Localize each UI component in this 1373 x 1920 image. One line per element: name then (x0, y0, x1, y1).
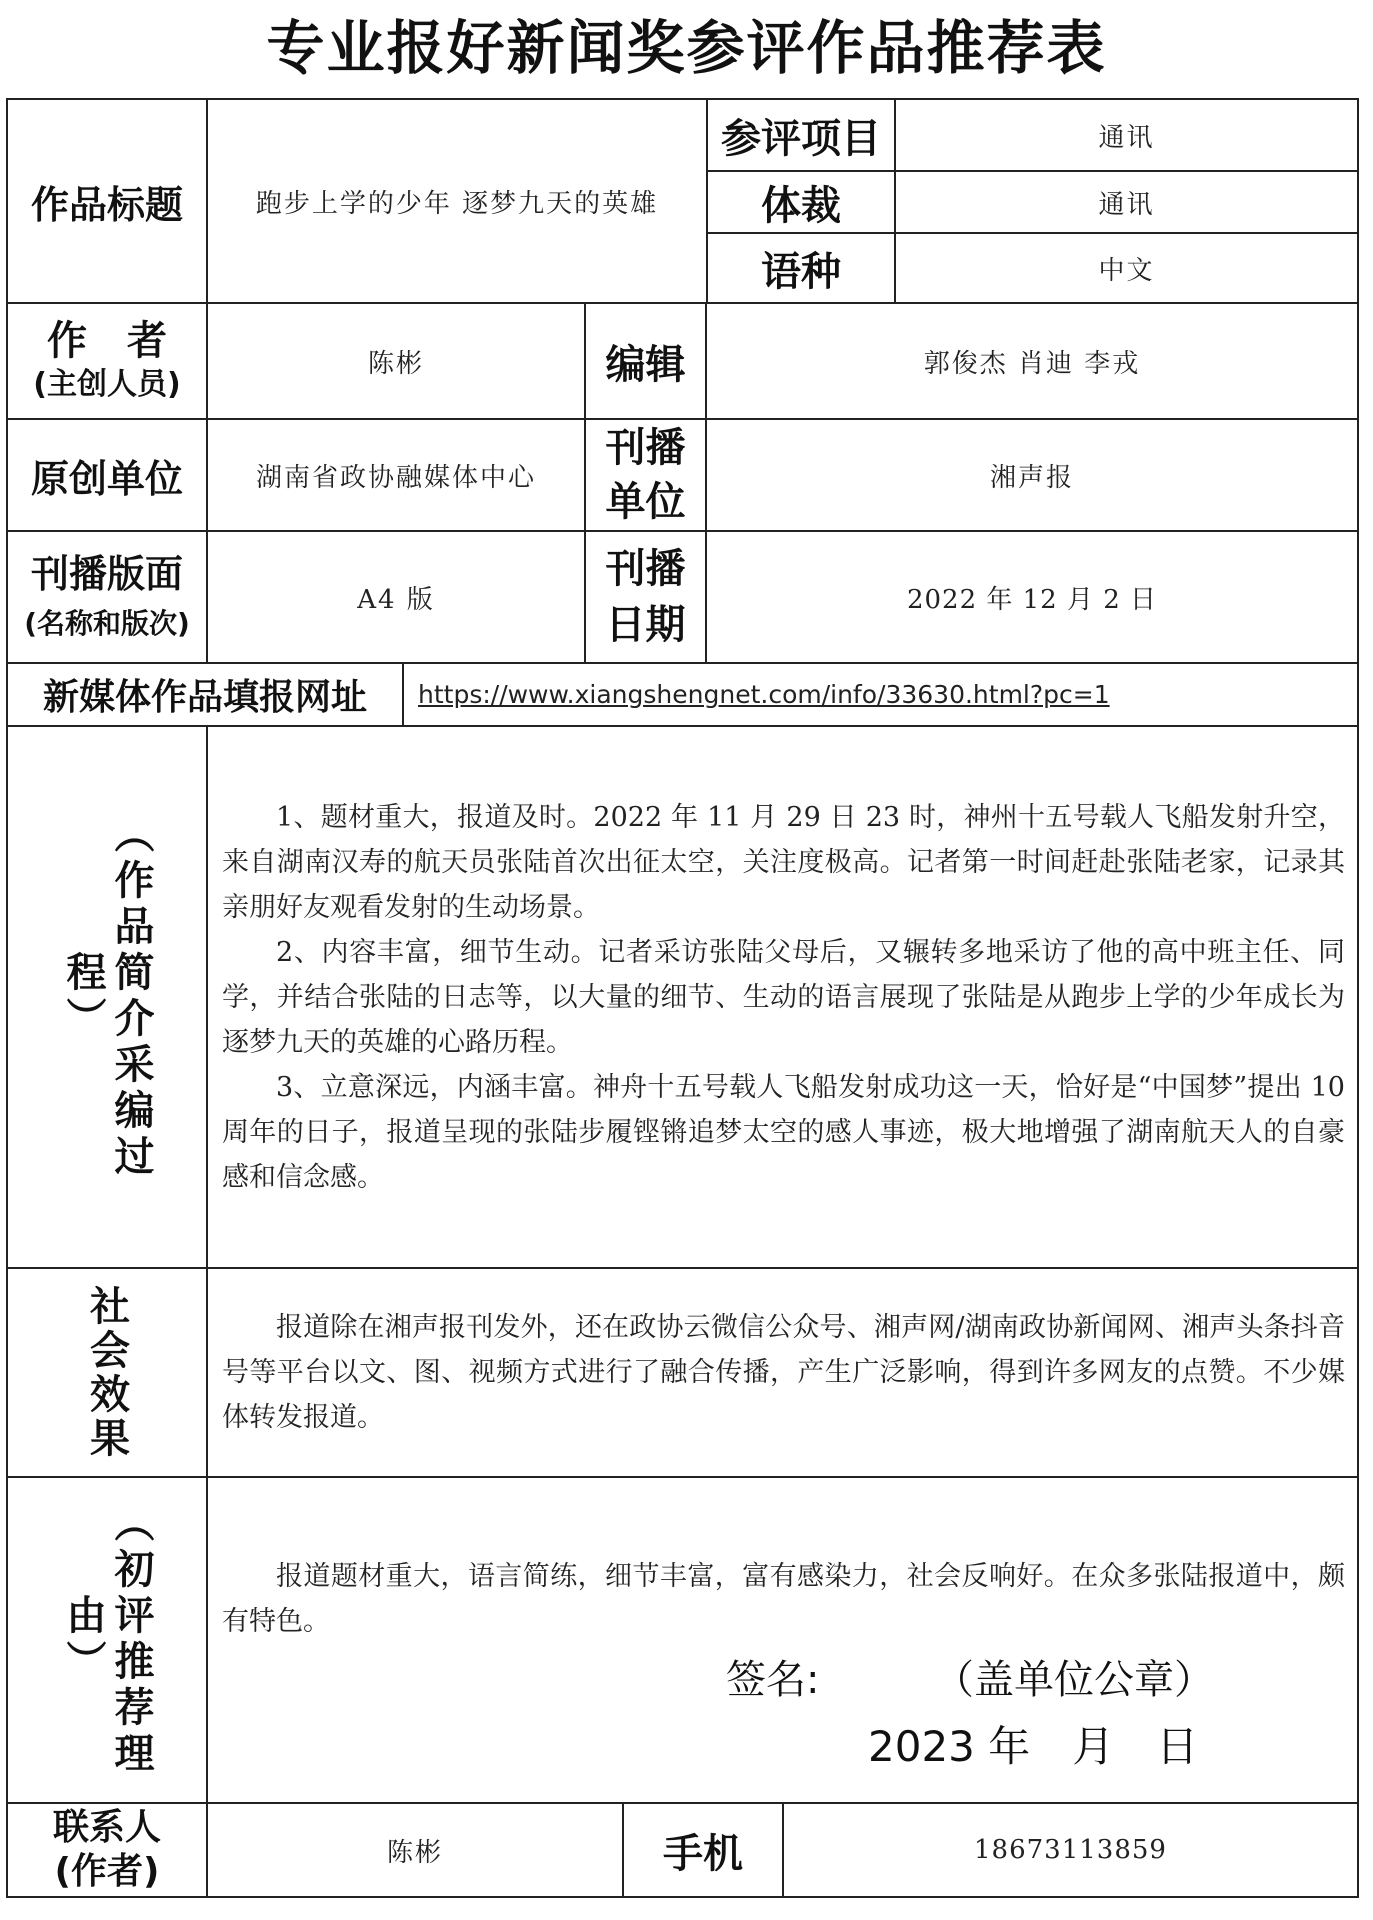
publish-unit-label (586, 420, 705, 530)
editor-label: 编辑 (605, 341, 686, 388)
contact-label-main: 联系人 (52, 1807, 161, 1848)
process-content (208, 727, 1357, 1267)
genre-value: 通讯 (1098, 189, 1155, 220)
contact-value: 陈彬 (386, 1837, 443, 1868)
genre-label: 体裁 (761, 182, 841, 229)
publish-unit-value: 湘声报 (989, 462, 1074, 493)
process-label-col1: （作品简介 (108, 813, 154, 1043)
process-label (8, 727, 206, 1267)
publish-page-label-main: 刊播版面 (30, 552, 183, 596)
social-effect-paragraph: 报道除在湘声报刊发外，还在政协云微信公众号、湘声网/湖南政协新闻网、湘声头条抖音号等平台以文、图、视频方式进行了融合传播，产生广泛影响，得到许多网友的点赞。不少媒体转发报道。 (222, 1312, 1345, 1433)
original-unit-value: 湖南省政协融媒体中心 (255, 462, 536, 493)
signature-label: 签名: (726, 1657, 820, 1703)
new-media-url-label: 新媒体作品填报网址 (42, 677, 367, 718)
social-effect-label (8, 1269, 206, 1476)
process-paragraph-3: 3、立意深远，内涵丰富。神舟十五号载人飞船发射成功这一天，恰好是“中国梦”提出 10 周年的日子，报道呈现的张陆步履铿锵追梦太空的感人事迹，极大地增强了湖南航天人的自豪感和信念感。 (222, 1071, 1345, 1193)
author-label (8, 304, 206, 418)
entry-category-value: 通讯 (1098, 122, 1155, 153)
contact-label (8, 1804, 206, 1896)
process-label-text (59, 787, 155, 1207)
phone-label: 手机 (663, 1830, 743, 1877)
recommendation-label-col2: 推荐理由） (60, 1594, 154, 1778)
work-title-label: 作品标题 (30, 182, 183, 227)
original-unit-label: 原创单位 (30, 456, 183, 501)
process-label-col2: 采编过程） (60, 951, 154, 1181)
language-label: 语种 (761, 248, 841, 295)
recommendation-label-col1: （初评 (108, 1502, 154, 1640)
recommendation-content (208, 1478, 1357, 1802)
process-paragraph-2: 2、内容丰富，细节生动。记者采访张陆父母后，又辗转多地采访了他的高中班主任、同学，并结合张陆的日志等，以大量的细节、生动的语言展现了张陆是从跑步上学的少年成长为逐梦九天的英雄的心路历程。 (222, 936, 1345, 1058)
recommendation-label-text (59, 1500, 155, 1780)
publish-unit-label-line2: 单位 (605, 479, 686, 525)
publish-date-label (586, 532, 705, 662)
seal-label: （盖单位公章） (934, 1657, 1214, 1703)
process-paragraph-1: 1、题材重大，报道及时。2022 年 11 月 29 日 23 时，神州十五号载人飞船发射升空，来自湖南汉寿的航天员张陆首次出征太空，关注度极高。记者第一时间赶赴张陆老家，记录其亲朋好友观看发射的生动场景。 (222, 801, 1345, 923)
publish-date-label-line1: 刊播 (605, 546, 686, 592)
author-label-sub: (主创人员) (33, 367, 181, 402)
publish-unit-label-line1: 刊播 (605, 425, 686, 471)
social-effect-content (208, 1269, 1357, 1476)
publish-page-label-sub: (名称和版次) (24, 607, 190, 640)
recommendation-paragraph: 报道题材重大，语言简练，细节丰富，富有感染力，社会反响好。在众多张陆报道中，颇有特色。 (222, 1561, 1345, 1637)
author-label-main: 作 者 (47, 318, 167, 364)
signature-date: 2023 年 月 日 (868, 1722, 1199, 1771)
phone-value: 18673113859 (974, 1835, 1167, 1865)
editor-value: 郭俊杰 肖迪 李戎 (923, 348, 1141, 379)
publish-date-value: 2022 年 12 月 2 日 (906, 584, 1158, 615)
author-value: 陈彬 (367, 348, 424, 379)
work-title-value: 跑步上学的少年 逐梦九天的英雄 (255, 188, 659, 219)
contact-label-sub: (作者) (54, 1851, 160, 1892)
new-media-url-link[interactable]: https://www.xiangshengnet.com/info/33630.html?pc=1 (418, 680, 1110, 709)
page-title: 专业报好新闻奖参评作品推荐表 (266, 14, 1107, 82)
social-effect-label-text: 社会效果 (83, 1284, 130, 1461)
language-value: 中文 (1098, 255, 1155, 286)
publish-page-label (8, 532, 206, 662)
entry-category-label: 参评项目 (721, 115, 881, 162)
new-media-url-cell (404, 664, 1357, 725)
recommendation-label (8, 1478, 206, 1802)
publish-date-label-line2: 日期 (605, 602, 686, 648)
publish-page-value: A4 版 (357, 584, 435, 615)
